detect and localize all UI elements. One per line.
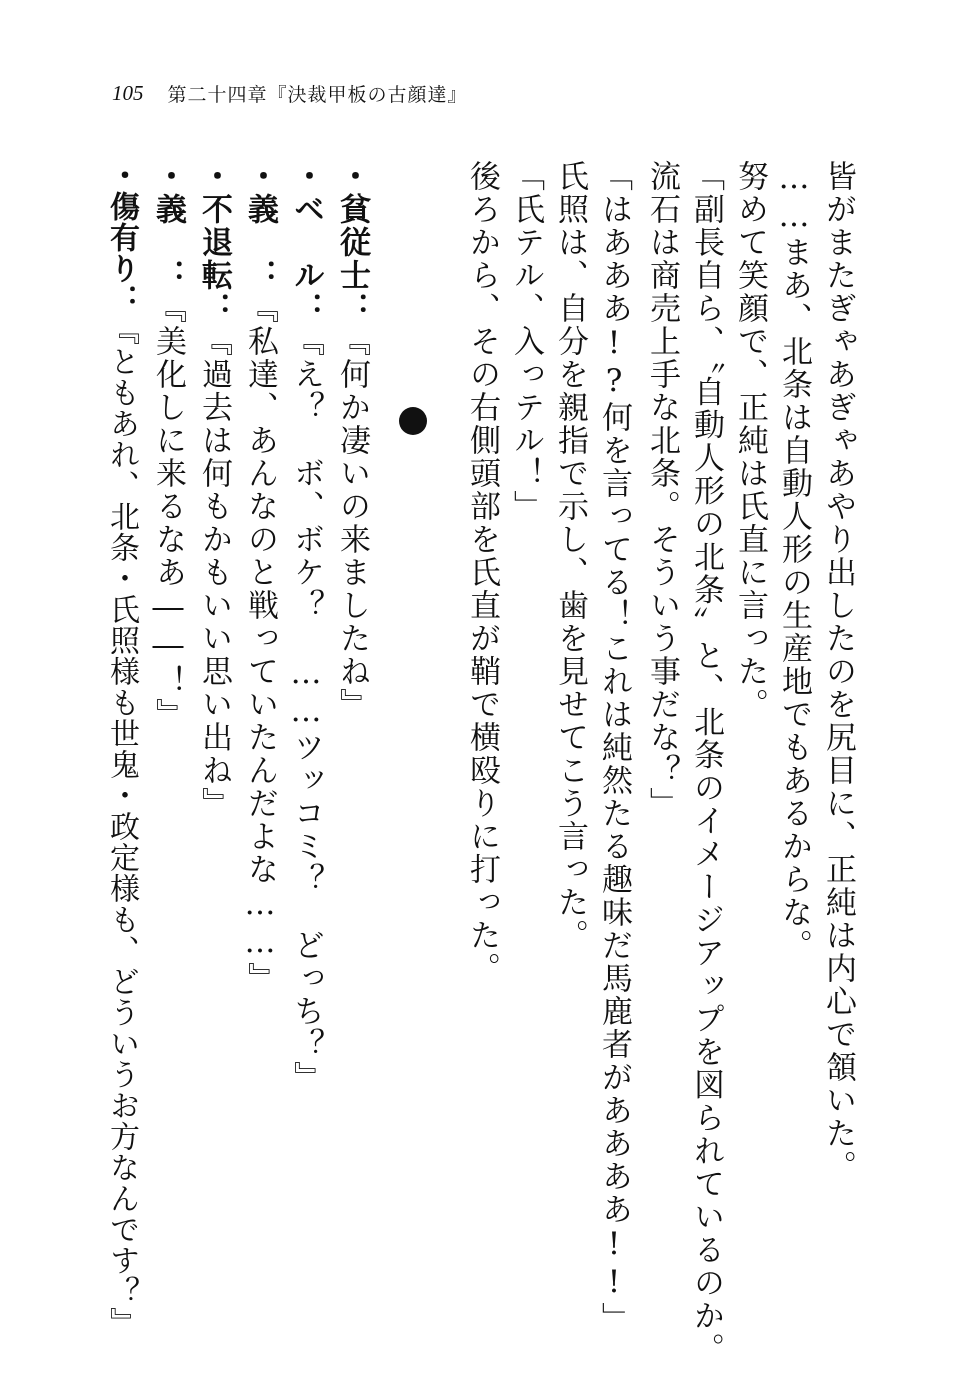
comment-speaker: ・義 [242, 160, 278, 226]
comment-separator: ： [334, 292, 370, 325]
comment-line [288, 160, 324, 1094]
comment-text: 『過去は何もかもいい思い出ね』 [196, 325, 232, 820]
comment-speaker: ・ベ ル [288, 160, 324, 292]
body-line: 後ろから、その右側頭部を氏直が鞘で横殴りに打った。 [464, 160, 500, 985]
section-dot [399, 407, 427, 435]
comment-line [334, 160, 370, 721]
comment-separator: ： [196, 292, 232, 325]
body-line: 「はあああ!?何を言ってる！これは純然たる趣味だ馬鹿者がああああ!!」 [596, 160, 632, 1335]
comment-text: 『美化しに来るなあ――！』 [150, 292, 186, 731]
comment-text: 『私達、あんなのと戦っていたんだよな……』 [242, 292, 278, 995]
chapter-title: 第二十四章『決裁甲板の古顔達』 [167, 84, 468, 106]
comment-text: 『ともあれ、北条・氏照様も世鬼・政定様も、どういうお方なんです？』 [104, 315, 139, 1338]
body-line: 流石は商売上手な北条。そういう事だな？」 [644, 160, 680, 820]
body-line: 皆がまたぎゃあぎゃあやり出したのを尻目に、正純は内心で頷いた。 [820, 160, 856, 1183]
comment-line [104, 160, 139, 1338]
body-line: 努めて笑顔で、正純は氏直に言った。 [732, 160, 768, 721]
body-line: 「氏テル、入っテル！」 [508, 160, 544, 523]
running-header [112, 76, 468, 110]
comment-speaker: ・義 [150, 160, 186, 226]
comment-speaker: ・傷有り [104, 160, 139, 284]
comment-line [150, 160, 186, 731]
comment-line [242, 160, 278, 995]
comment-line [196, 160, 232, 820]
body-line: 「副長自ら、〝自動人形の北条〟と、北条のイメージアップを図られているのか。 [688, 160, 724, 1366]
comment-separator: ： [150, 226, 186, 292]
comment-speaker: ・不退転 [196, 160, 232, 292]
body-line: 氏照は、自分を親指で示し、歯を見せてこう言った。 [552, 160, 588, 952]
comment-separator: ： [288, 292, 324, 325]
comment-text: 『何か凄いの来ましたね』 [334, 325, 370, 721]
page-number: 105 [112, 80, 144, 105]
body-line: ……まあ、北条は自動人形の生産地でもあるからな。 [776, 160, 812, 962]
comment-separator: ： [242, 226, 278, 292]
comment-text: 『え？ ボ、ボケ？ ……ツッコミ？ どっち？』 [288, 325, 324, 1094]
comment-speaker: ・貧従士 [334, 160, 370, 292]
comment-separator: ： [104, 284, 139, 315]
